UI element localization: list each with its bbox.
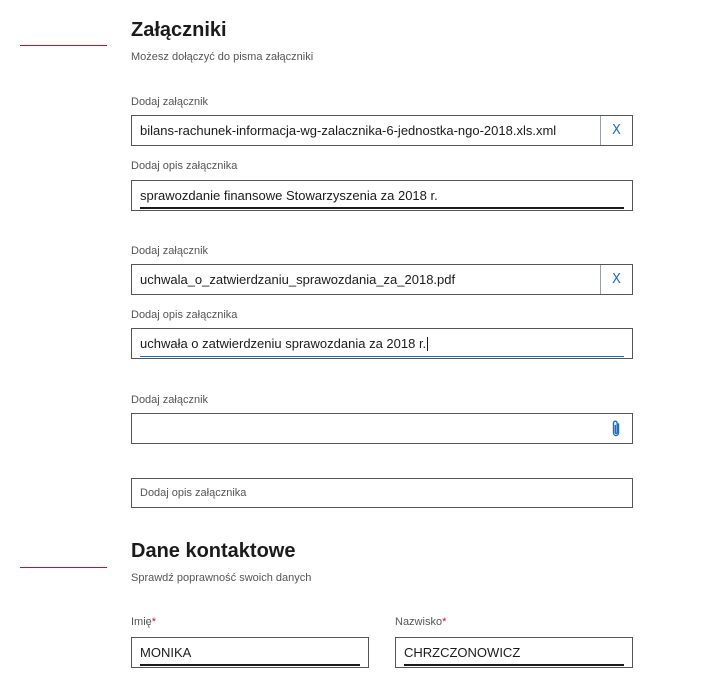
attachment-2-desc-label: Dodaj opis załącznika	[131, 309, 238, 321]
last-name-value: CHRZCZONOWICZ	[404, 645, 521, 660]
text-cursor	[427, 337, 428, 351]
attachment-2-desc-value: uchwała o zatwierdzeniu sprawozdania za 2018 r.	[140, 336, 427, 351]
new-attachment-desc-input[interactable]	[131, 478, 633, 508]
section-accent-line	[20, 45, 107, 46]
attach-file-button[interactable]	[600, 414, 632, 443]
close-icon: X	[612, 123, 621, 138]
paperclip-icon	[609, 419, 623, 439]
attachment-1-file-field[interactable]	[131, 115, 633, 146]
attachment-2-file-field[interactable]	[131, 264, 633, 295]
attachments-subtitle: Możesz dołączyć do pisma załączniki	[131, 51, 314, 63]
contact-subtitle: Sprawdź poprawność swoich danych	[131, 572, 312, 584]
first-name-input[interactable]	[131, 637, 369, 668]
attachment-1-desc-value: sprawozdanie finansowe Stowarzyszenia za 2018 r.	[140, 188, 438, 203]
first-name-label: Imię*	[131, 616, 157, 628]
required-mark: *	[151, 616, 157, 628]
first-name-value: MONIKA	[140, 645, 192, 660]
section-accent-line	[20, 567, 107, 568]
new-attachment-file-field[interactable]	[131, 413, 633, 444]
attachment-1-remove-button[interactable]	[600, 116, 632, 145]
input-focus-underline	[140, 356, 624, 358]
attachment-2-file-name: uchwala_o_zatwierdzaniu_sprawozdania_za_2018.pdf	[140, 272, 456, 287]
input-underline	[404, 664, 624, 666]
attachment-1-file-label: Dodaj załącznik	[131, 96, 209, 108]
contact-title: Dane kontaktowe	[131, 540, 296, 562]
attachment-1-desc-input[interactable]	[131, 180, 633, 211]
input-underline	[140, 207, 624, 209]
attachment-2-desc-input[interactable]	[131, 328, 633, 359]
required-mark: *	[442, 616, 447, 628]
attachment-2-file-label: Dodaj załącznik	[131, 245, 209, 257]
attachment-1-file-name: bilans-rachunek-informacja-wg-zalacznika-6-jednostka-ngo-2018.xls.xml	[140, 123, 557, 138]
last-name-input[interactable]	[395, 637, 633, 668]
attachment-2-remove-button[interactable]	[600, 265, 632, 294]
new-attachment-desc-placeholder: Dodaj opis załącznika	[140, 487, 247, 499]
new-attachment-file-label: Dodaj załącznik	[131, 394, 209, 406]
input-underline	[140, 664, 360, 666]
last-name-label: Nazwisko*	[395, 616, 447, 628]
attachments-title: Załączniki	[131, 19, 227, 41]
attachment-1-desc-label: Dodaj opis załącznika	[131, 160, 238, 172]
close-icon: X	[612, 272, 621, 287]
